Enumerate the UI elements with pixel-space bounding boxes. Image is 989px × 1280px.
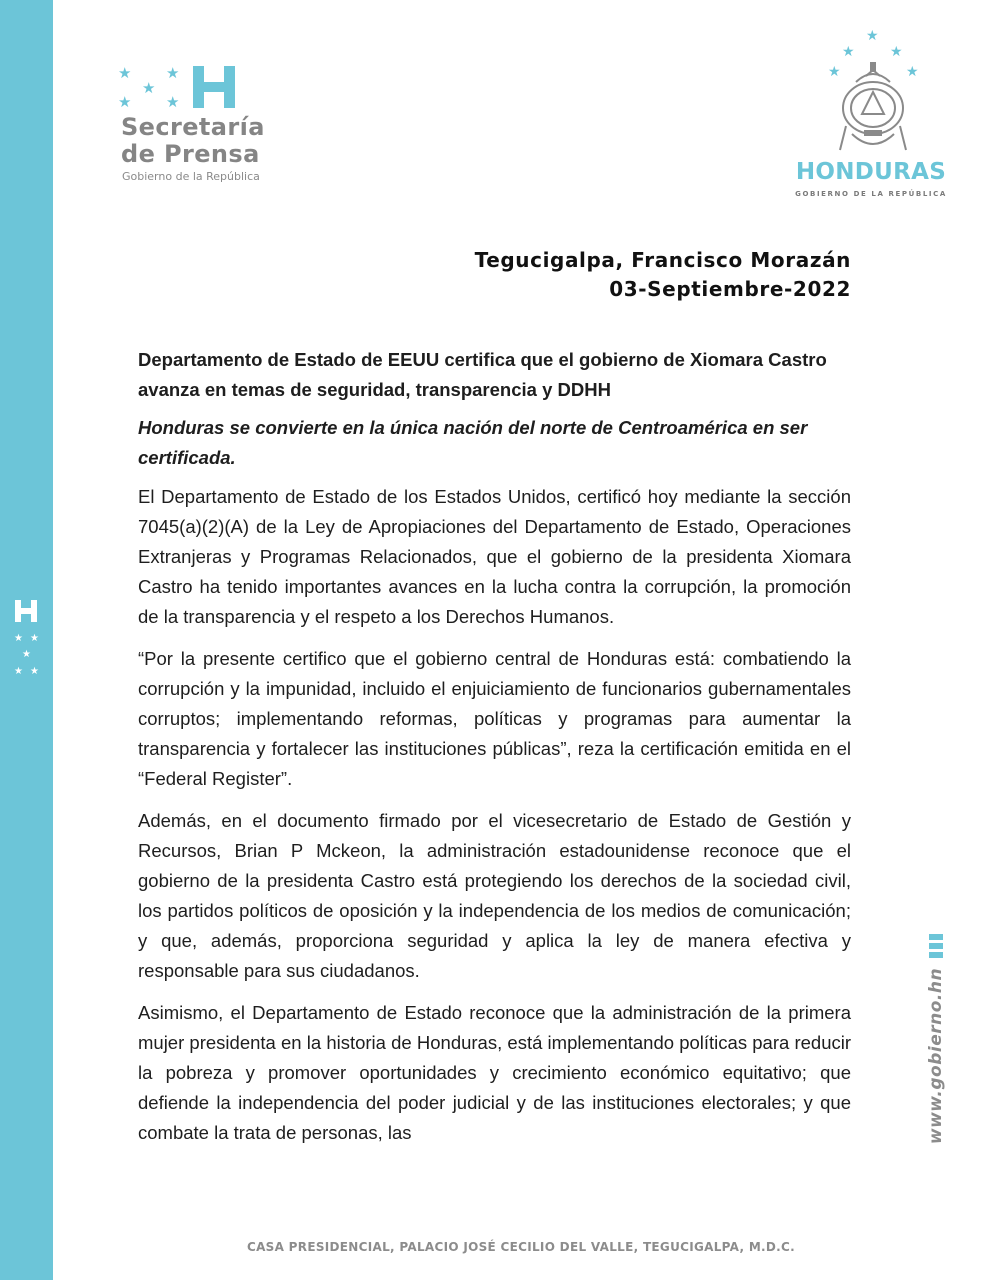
svg-text:★: ★ xyxy=(906,64,919,80)
svg-text:★: ★ xyxy=(166,64,180,82)
logo-subtitle: Gobierno de la República xyxy=(122,170,260,183)
secretaria-prensa-logo xyxy=(118,62,298,192)
footer-address: CASA PRESIDENCIAL, PALACIO JOSÉ CECILIO DEL VALLE, TEGUCIGALPA, M.D.C. xyxy=(246,1240,796,1254)
logo-gobierno-text: GOBIERNO DE LA REPÚBLICA xyxy=(795,190,947,198)
svg-text:★: ★ xyxy=(22,649,31,660)
svg-text:★: ★ xyxy=(866,28,879,44)
svg-text:★: ★ xyxy=(118,64,132,82)
svg-text:★: ★ xyxy=(30,633,39,644)
logo-honduras-text: HONDURAS xyxy=(795,159,947,185)
dateline-date: 03-Septiembre-2022 xyxy=(609,277,851,301)
logo-text-secretaria: Secretaría xyxy=(121,113,265,141)
logo-text-de-prensa: de Prensa xyxy=(121,140,260,168)
svg-text:★: ★ xyxy=(14,633,23,644)
stars-h-small-icon xyxy=(9,600,43,680)
stars-h-logo-icon xyxy=(118,62,238,110)
svg-text:★: ★ xyxy=(890,44,903,60)
article-paragraph: Asimismo, el Departamento de Estado reconoce que la administración de la primera mujer presidenta en la historia de Honduras, está implementando políticas para reducir la pobreza y promover oportunidades y crecimiento económico equitativo; que defiende la independencia del poder judicial y de las instituciones electorales; y que combate la trata de personas, las xyxy=(138,1002,851,1143)
svg-text:★: ★ xyxy=(828,64,841,80)
svg-text:★: ★ xyxy=(118,93,132,110)
article-paragraph: Además, en el documento firmado por el vicesecretario de Estado de Gestión y Recursos, Brian P Mckeon, la administración estadounidense reconoce que el gobierno de la presidenta Castro está protegiendo los derechos de la sociedad civil, los partidos políticos de oposición y la independencia de los medios de comunicación; y que, además, proporciona seguridad y aplica la ley de manera efectiva y responsable para sus ciudadanos. xyxy=(138,810,851,981)
svg-text:★: ★ xyxy=(166,93,180,110)
article-subheadline: Honduras se convierte en la única nación del norte de Centroamérica en ser certificada. xyxy=(138,417,808,468)
website-vertical xyxy=(921,934,951,1145)
article-body xyxy=(138,345,851,1160)
svg-text:★: ★ xyxy=(842,44,855,60)
website-url[interactable]: www.gobierno.hn xyxy=(926,967,946,1145)
website-bar-icon xyxy=(929,952,943,958)
svg-text:★: ★ xyxy=(14,666,23,677)
article-headline: Departamento de Estado de EEUU certifica que el gobierno de Xiomara Castro avanza en temas de seguridad, transparencia y DDHH xyxy=(138,349,827,400)
article-paragraph: El Departamento de Estado de los Estados Unidos, certificó hoy mediante la sección 7045(a)(2)(A) de la Ley de Apropiaciones del Departamento de Estado, Operaciones Extranjeras y Programas Relacionados, que el gobierno de la presidenta Xiomara Castro ha tenido importantes avances en la lucha contra la corrupción, la promoción de la transparencia y el respeto a los Derechos Humanos. xyxy=(138,486,851,627)
dateline xyxy=(475,246,851,304)
coat-of-arms-icon xyxy=(826,26,920,156)
svg-text:★: ★ xyxy=(142,79,156,97)
website-bar-icon xyxy=(929,943,943,949)
website-bar-icon xyxy=(929,934,943,940)
article-paragraph: “Por la presente certifico que el gobierno central de Honduras está: combatiendo la corrupción y la impunidad, incluido el enjuiciamiento de funcionarios gubernamentales corruptos; implementando reformas, políticas y programas para aumentar la transparencia y fortalecer las instituciones públicas”, reza la certificación emitida en el “Federal Register”. xyxy=(138,648,851,789)
svg-text:★: ★ xyxy=(30,666,39,677)
dateline-place: Tegucigalpa, Francisco Morazán xyxy=(474,248,851,272)
side-accent-bar xyxy=(0,0,53,1280)
honduras-government-logo xyxy=(776,26,966,206)
